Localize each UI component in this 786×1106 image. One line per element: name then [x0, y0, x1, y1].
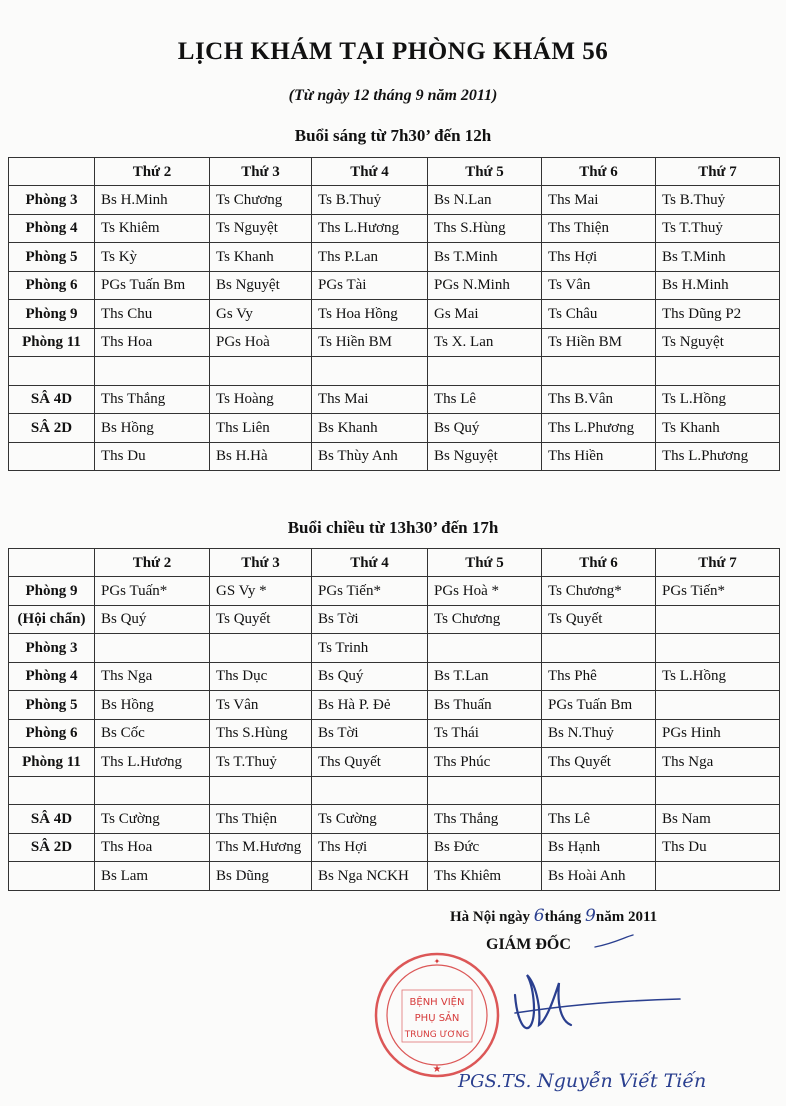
room-label: Phòng 11	[9, 748, 95, 777]
signer-name	[458, 1070, 706, 1092]
day-header: Thứ 6	[542, 158, 656, 186]
doctor-cell: PGs Hoà *	[428, 577, 542, 606]
doctor-cell: Ts Chương*	[542, 577, 656, 606]
doctor-cell: Ts Hiền BM	[312, 328, 428, 357]
doctor-cell: Ts Vân	[210, 691, 312, 720]
doctor-cell: Ts B.Thuỷ	[656, 186, 780, 215]
table-row	[9, 357, 780, 386]
table-row	[9, 414, 780, 443]
doctor-cell: Ths L.Phương	[542, 414, 656, 443]
doctor-cell: Ths Hoa	[95, 328, 210, 357]
doctor-cell: Bs N.Lan	[428, 186, 542, 215]
doctor-cell: Bs Hồng	[95, 691, 210, 720]
table-row	[9, 805, 780, 834]
doctor-cell: PGs Tuấn Bm	[542, 691, 656, 720]
doctor-cell: Ths M.Hương	[210, 833, 312, 862]
doctor-cell	[312, 776, 428, 805]
doctor-cell: PGs Tuấn Bm	[95, 271, 210, 300]
table-row	[9, 776, 780, 805]
doctor-cell: Bs Thuấn	[428, 691, 542, 720]
table-row	[9, 186, 780, 215]
doctor-cell: Ths Dũng P2	[656, 300, 780, 329]
day-header: Thứ 3	[210, 549, 312, 577]
signing-date	[450, 906, 657, 926]
doctor-cell: Bs Khanh	[312, 414, 428, 443]
doctor-cell: Ths P.Lan	[312, 243, 428, 272]
doctor-cell: Ths Khiêm	[428, 862, 542, 891]
signer-fullname: Nguyễn Viết Tiến	[537, 1070, 707, 1092]
doctor-cell: Ts Thái	[428, 719, 542, 748]
room-label: Phòng 5	[9, 691, 95, 720]
doctor-cell: Bs Nga NCKH	[312, 862, 428, 891]
afternoon-schedule-table	[8, 548, 780, 891]
doctor-cell: Ts Cường	[95, 805, 210, 834]
doctor-cell: Ts T.Thuỷ	[656, 214, 780, 243]
doctor-cell: PGs Tiến*	[656, 577, 780, 606]
doctor-cell: Ths Phúc	[428, 748, 542, 777]
doctor-cell	[95, 634, 210, 663]
doctor-cell: Ts Nguyệt	[656, 328, 780, 357]
table-row	[9, 300, 780, 329]
afternoon-heading: Buổi chiều từ 13h30’ đến 17h	[287, 518, 499, 537]
doctor-cell	[542, 776, 656, 805]
doctor-cell: GS Vy *	[210, 577, 312, 606]
room-label: SÂ 2D	[9, 414, 95, 443]
doctor-cell: Ths Hợi	[542, 243, 656, 272]
table-row	[9, 214, 780, 243]
doctor-cell: Bs Thùy Anh	[312, 442, 428, 471]
doctor-cell	[210, 634, 312, 663]
table-row	[9, 577, 780, 606]
table-row	[9, 328, 780, 357]
doctor-cell: Ths Chu	[95, 300, 210, 329]
day-header: Thứ 2	[95, 158, 210, 186]
morning-heading: Buổi sáng từ 7h30’ đến 12h	[294, 126, 492, 145]
doctor-cell: Bs Dũng	[210, 862, 312, 891]
doctor-cell: Bs Nguyệt	[428, 442, 542, 471]
doctor-cell: Ths S.Hùng	[428, 214, 542, 243]
room-label: Phòng 5	[9, 243, 95, 272]
date-range: (Từ ngày 12 tháng 9 năm 2011)	[288, 87, 498, 104]
room-label	[9, 357, 95, 386]
doctor-cell: Ths Mai	[542, 186, 656, 215]
doctor-cell	[312, 357, 428, 386]
svg-text:✦: ✦	[433, 957, 441, 966]
day-header: Thứ 4	[312, 549, 428, 577]
date-day: 6	[533, 906, 545, 926]
doctor-cell	[428, 357, 542, 386]
date-prefix: Hà Nội ngày	[450, 909, 534, 925]
svg-text:★: ★	[432, 1064, 442, 1075]
room-label: Phòng 3	[9, 634, 95, 663]
doctor-cell: Ts Kỳ	[95, 243, 210, 272]
doctor-cell: Bs Tời	[312, 605, 428, 634]
doctor-cell: Bs Quý	[312, 662, 428, 691]
room-label: Phòng 3	[9, 186, 95, 215]
doctor-cell: Gs Vy	[210, 300, 312, 329]
date-year: năm 2011	[595, 909, 658, 925]
doctor-cell: Ts Châu	[542, 300, 656, 329]
doctor-cell: Ths Thiện	[542, 214, 656, 243]
doctor-cell: Bs Quý	[95, 605, 210, 634]
doctor-cell: Bs T.Lan	[428, 662, 542, 691]
date-month: 9	[585, 906, 596, 926]
doctor-cell: Bs Nguyệt	[210, 271, 312, 300]
doctor-cell: PGs Tiến*	[312, 577, 428, 606]
day-header: Thứ 5	[428, 158, 542, 186]
doctor-cell: PGs Hoà	[210, 328, 312, 357]
room-label: Phòng 9	[9, 300, 95, 329]
doctor-cell	[656, 357, 780, 386]
doctor-cell: Ts T.Thuỷ	[210, 748, 312, 777]
doctor-cell: Gs Mai	[428, 300, 542, 329]
morning-schedule-table	[8, 157, 780, 471]
signer-title: PGS.TS.	[458, 1071, 532, 1092]
doctor-cell: Ts Trinh	[312, 634, 428, 663]
doctor-cell	[656, 862, 780, 891]
doctor-cell: Ths Lê	[542, 805, 656, 834]
doctor-cell: Bs H.Minh	[656, 271, 780, 300]
room-label: Phòng 4	[9, 214, 95, 243]
corner-cell	[9, 158, 95, 186]
doctor-cell: Ths Quyết	[542, 748, 656, 777]
doctor-cell: Ths Nga	[656, 748, 780, 777]
doctor-cell: Ths Hoa	[95, 833, 210, 862]
room-label: Phòng 4	[9, 662, 95, 691]
doctor-cell: Ths Nga	[95, 662, 210, 691]
table-row	[9, 271, 780, 300]
doctor-cell: Bs Hoài Anh	[542, 862, 656, 891]
doctor-cell: Ts X. Lan	[428, 328, 542, 357]
day-header: Thứ 3	[210, 158, 312, 186]
doctor-cell	[210, 776, 312, 805]
doctor-cell: Ths Thiện	[210, 805, 312, 834]
doctor-cell: Bs Nam	[656, 805, 780, 834]
doctor-cell	[656, 634, 780, 663]
doctor-cell: Bs T.Minh	[656, 243, 780, 272]
doctor-cell: PGs Tài	[312, 271, 428, 300]
day-header: Thứ 7	[656, 549, 780, 577]
day-header: Thứ 6	[542, 549, 656, 577]
doctor-cell: PGs Tuấn*	[95, 577, 210, 606]
room-label: Phòng 11	[9, 328, 95, 357]
table-row	[9, 442, 780, 471]
doctor-cell: Ts Hiền BM	[542, 328, 656, 357]
doctor-cell	[542, 357, 656, 386]
doctor-cell: Bs H.Minh	[95, 186, 210, 215]
doctor-cell	[656, 776, 780, 805]
table-row	[9, 719, 780, 748]
director-signature	[475, 925, 685, 1055]
seal-line-1: BỆNH VIỆN	[409, 997, 465, 1008]
doctor-cell: Ths Hợi	[312, 833, 428, 862]
doctor-cell	[210, 357, 312, 386]
doctor-cell: Ts Khanh	[210, 243, 312, 272]
doctor-cell: Ths Dục	[210, 662, 312, 691]
doctor-cell: Bs Lam	[95, 862, 210, 891]
director-title: GIÁM ĐỐC	[486, 936, 571, 953]
doctor-cell: Ths Quyết	[312, 748, 428, 777]
room-label: Phòng 6	[9, 719, 95, 748]
doctor-cell	[656, 691, 780, 720]
doctor-cell: Ths L.Phương	[656, 442, 780, 471]
doctor-cell: Bs Hồng	[95, 414, 210, 443]
doctor-cell: Bs Hà P. Đẻ	[312, 691, 428, 720]
doctor-cell: Ths Du	[656, 833, 780, 862]
header-row	[9, 549, 780, 577]
day-header: Thứ 7	[656, 158, 780, 186]
table-row	[9, 385, 780, 414]
day-header: Thứ 4	[312, 158, 428, 186]
doctor-cell: Ths Hiền	[542, 442, 656, 471]
doctor-cell: Ts L.Hồng	[656, 385, 780, 414]
doctor-cell: Ts Cường	[312, 805, 428, 834]
doctor-cell: Ts Quyết	[542, 605, 656, 634]
doctor-cell: Bs T.Minh	[428, 243, 542, 272]
doctor-cell: Ths L.Hương	[312, 214, 428, 243]
doctor-cell	[656, 605, 780, 634]
table-row	[9, 662, 780, 691]
doctor-cell	[428, 634, 542, 663]
table-row	[9, 748, 780, 777]
doctor-cell: PGs N.Minh	[428, 271, 542, 300]
table-row	[9, 634, 780, 663]
page-title: LỊCH KHÁM TẠI PHÒNG KHÁM 56	[177, 38, 609, 65]
room-label: (Hội chẩn)	[9, 605, 95, 634]
doctor-cell: Bs N.Thuỷ	[542, 719, 656, 748]
room-label	[9, 776, 95, 805]
doctor-cell: Bs Đức	[428, 833, 542, 862]
room-label	[9, 862, 95, 891]
doctor-cell: Ths Thắng	[428, 805, 542, 834]
doctor-cell: Bs H.Hà	[210, 442, 312, 471]
doctor-cell: Ts Khanh	[656, 414, 780, 443]
room-label: SÂ 4D	[9, 385, 95, 414]
doctor-cell: Ths Liên	[210, 414, 312, 443]
doctor-cell: Ts Vân	[542, 271, 656, 300]
corner-cell	[9, 549, 95, 577]
doctor-cell: Ths L.Hương	[95, 748, 210, 777]
doctor-cell: Ts Chương	[428, 605, 542, 634]
doctor-cell: Ths S.Hùng	[210, 719, 312, 748]
doctor-cell: Bs Cốc	[95, 719, 210, 748]
doctor-cell: Ths Lê	[428, 385, 542, 414]
doctor-cell: Ths Thắng	[95, 385, 210, 414]
table-row	[9, 833, 780, 862]
doctor-cell: Ts Quyết	[210, 605, 312, 634]
doctor-cell: Ts Hoàng	[210, 385, 312, 414]
doctor-cell	[95, 776, 210, 805]
doctor-cell: Bs Tời	[312, 719, 428, 748]
seal-line-3: TRUNG ƯƠNG	[404, 1030, 470, 1040]
seal-line-2: PHỤ SẢN	[414, 1013, 460, 1024]
doctor-cell: Ths Du	[95, 442, 210, 471]
table-row	[9, 862, 780, 891]
doctor-cell: Ts L.Hồng	[656, 662, 780, 691]
doctor-cell: Ts Chương	[210, 186, 312, 215]
room-label: SÂ 4D	[9, 805, 95, 834]
doctor-cell	[95, 357, 210, 386]
room-label: Phòng 6	[9, 271, 95, 300]
doctor-cell: Ts Nguyệt	[210, 214, 312, 243]
header-row	[9, 158, 780, 186]
doctor-cell: Bs Quý	[428, 414, 542, 443]
doctor-cell	[428, 776, 542, 805]
doctor-cell: Ths Phê	[542, 662, 656, 691]
doctor-cell: PGs Hinh	[656, 719, 780, 748]
room-label: SÂ 2D	[9, 833, 95, 862]
doctor-cell	[542, 634, 656, 663]
table-row	[9, 691, 780, 720]
doctor-cell: Ths Mai	[312, 385, 428, 414]
doctor-cell: Ts B.Thuỷ	[312, 186, 428, 215]
table-row	[9, 243, 780, 272]
date-month-label: tháng	[544, 909, 586, 925]
room-label: Phòng 9	[9, 577, 95, 606]
doctor-cell: Ts Khiêm	[95, 214, 210, 243]
day-header: Thứ 5	[428, 549, 542, 577]
table-row	[9, 605, 780, 634]
doctor-cell: Bs Hạnh	[542, 833, 656, 862]
doctor-cell: Ts Hoa Hồng	[312, 300, 428, 329]
day-header: Thứ 2	[95, 549, 210, 577]
room-label	[9, 442, 95, 471]
doctor-cell: Ths B.Vân	[542, 385, 656, 414]
